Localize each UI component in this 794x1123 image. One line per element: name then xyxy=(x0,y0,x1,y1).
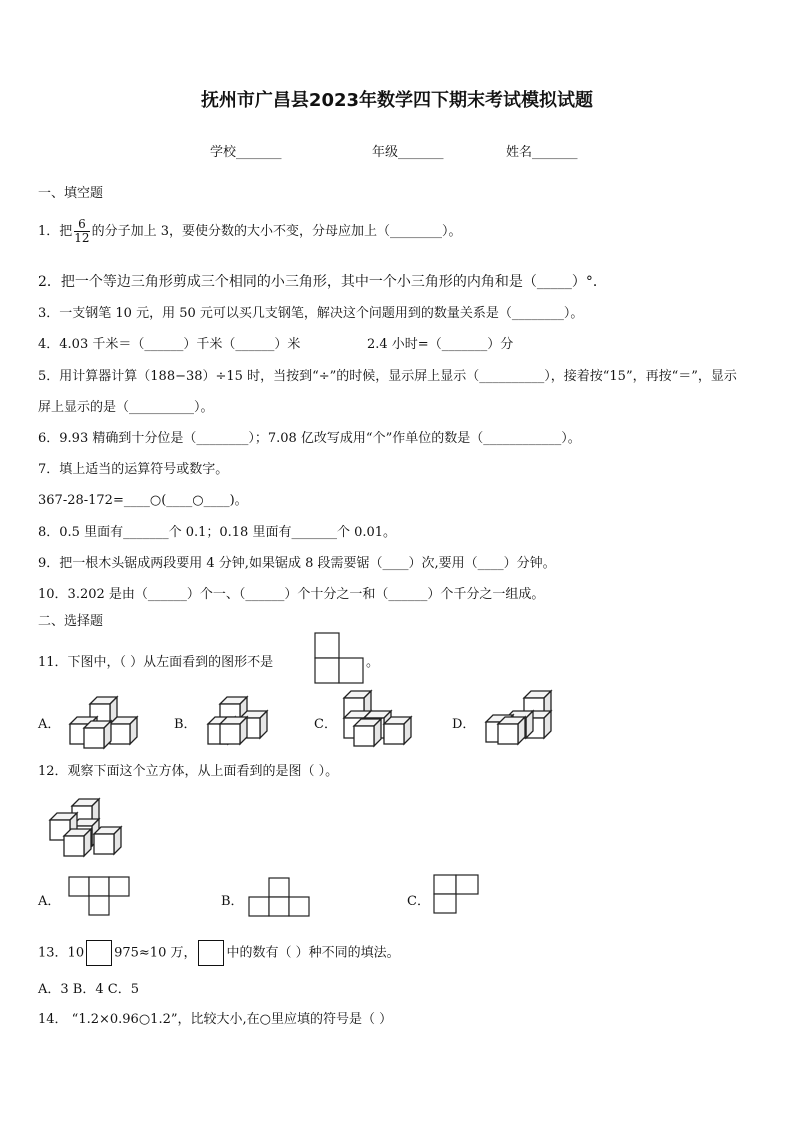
question-7-line2: 367-28-172=____○(____○____)。 xyxy=(38,493,248,508)
q11-option-a-label: A． xyxy=(38,717,61,732)
q12-option-a-figure xyxy=(68,876,132,918)
fraction xyxy=(74,218,89,245)
q11-option-d-label: D． xyxy=(452,717,476,732)
cube xyxy=(64,829,91,856)
q11-option-c-figure xyxy=(340,690,418,748)
question-13 xyxy=(38,940,400,966)
cube xyxy=(110,717,137,744)
q12-option-a-label: A． xyxy=(38,894,61,909)
section-heading: 一、填空题 xyxy=(38,186,104,201)
q12-option-b-label: B． xyxy=(221,894,244,909)
q1-suffix: 的分子加上 3，要使分数的大小不变，分母应加上（________）。 xyxy=(91,224,462,239)
q12-option-b-figure xyxy=(248,877,312,919)
question-4b: 2.4 小时=（_______）分 xyxy=(367,337,514,352)
cube xyxy=(220,717,247,744)
question-12: 12．观察下面这个立方体，从上面看到的是图（ ）。 xyxy=(38,764,339,779)
answer-box xyxy=(198,940,224,966)
question-4a: 4．4.03 千米＝（______）千米（______）米 xyxy=(38,337,301,352)
q13-part-b: 975≈10 万， xyxy=(114,945,197,961)
q11-suffix: 。 xyxy=(366,655,380,670)
grade-field: 年级_______ xyxy=(372,145,444,160)
page-title: 抚州市广昌县2023年数学四下期末考试模拟试题 xyxy=(200,90,594,111)
q11-option-d-figure xyxy=(482,688,560,748)
question-8: 8．0.5 里面有_______个 0.1；0.18 里面有_______个 0.01。 xyxy=(38,525,397,540)
q11-option-b-figure xyxy=(204,690,282,748)
q11-option-c-label: C． xyxy=(314,717,337,732)
q13-part-a: 13．10 xyxy=(38,945,85,961)
question-3: 3．一支钢笔 10 元，用 50 元可以买几支钢笔，解决这个问题用到的数量关系是（________）。 xyxy=(38,306,584,321)
section-heading: 二、选择题 xyxy=(38,614,104,629)
cube xyxy=(498,717,525,744)
q12-option-c-label: C． xyxy=(407,894,430,909)
cube xyxy=(354,719,381,746)
question-5-line2: 屏上显示的是（__________）。 xyxy=(38,400,214,415)
q12-option-c-figure xyxy=(433,874,481,916)
q11-left-view-figure xyxy=(314,632,364,686)
q11-option-b-label: B． xyxy=(174,717,197,732)
question-11: 11．下图中，（ ）从左面看到的图形不是 xyxy=(38,655,274,670)
question-7-line1: 7．填上适当的运算符号或数字。 xyxy=(38,462,229,477)
school-field: 学校_______ xyxy=(210,145,282,160)
question-10: 10．3.202 是由（______）个一、（______）个十分之一和（______）个千分之一组成。 xyxy=(38,587,545,602)
question-1 xyxy=(38,218,461,245)
cube xyxy=(84,721,111,748)
cube xyxy=(384,717,411,744)
question-9: 9．把一根木头锯成两段要用 4 分钟,如果锯成 8 段需要锯（____）次,要用（____）分钟。 xyxy=(38,556,556,571)
q12-cube-figure xyxy=(44,794,126,858)
q13-options: A．3 B．4 C．5 xyxy=(38,982,139,997)
question-14: 14． “1.2×0.96○1.2”，比较大小,在○里应填的符号是（ ） xyxy=(38,1012,393,1027)
q1-prefix: 1．把 xyxy=(38,224,73,239)
name-field: 姓名_______ xyxy=(506,145,578,160)
question-2: 2．把一个等边三角形剪成三个相同的小三角形，其中一个小三角形的内角和是（_____）°． xyxy=(38,274,607,290)
answer-box xyxy=(86,940,112,966)
cube xyxy=(94,827,121,854)
fraction-denominator: 12 xyxy=(74,231,90,245)
q13-part-c: 中的数有（ ）种不同的填法。 xyxy=(226,945,400,961)
question-5-line1: 5．用计算器计算（188−38）÷15 时，当按到“÷”的时候，显示屏上显示（__________），接着按“15”，再按“＝”，显示 xyxy=(38,369,737,384)
fraction-numerator: 6 xyxy=(74,218,89,232)
question-6: 6．9.93 精确到十分位是（________）；7.08 亿改写成用“个”作单位的数是（____________）。 xyxy=(38,431,581,446)
q11-option-a-figure xyxy=(66,690,144,748)
